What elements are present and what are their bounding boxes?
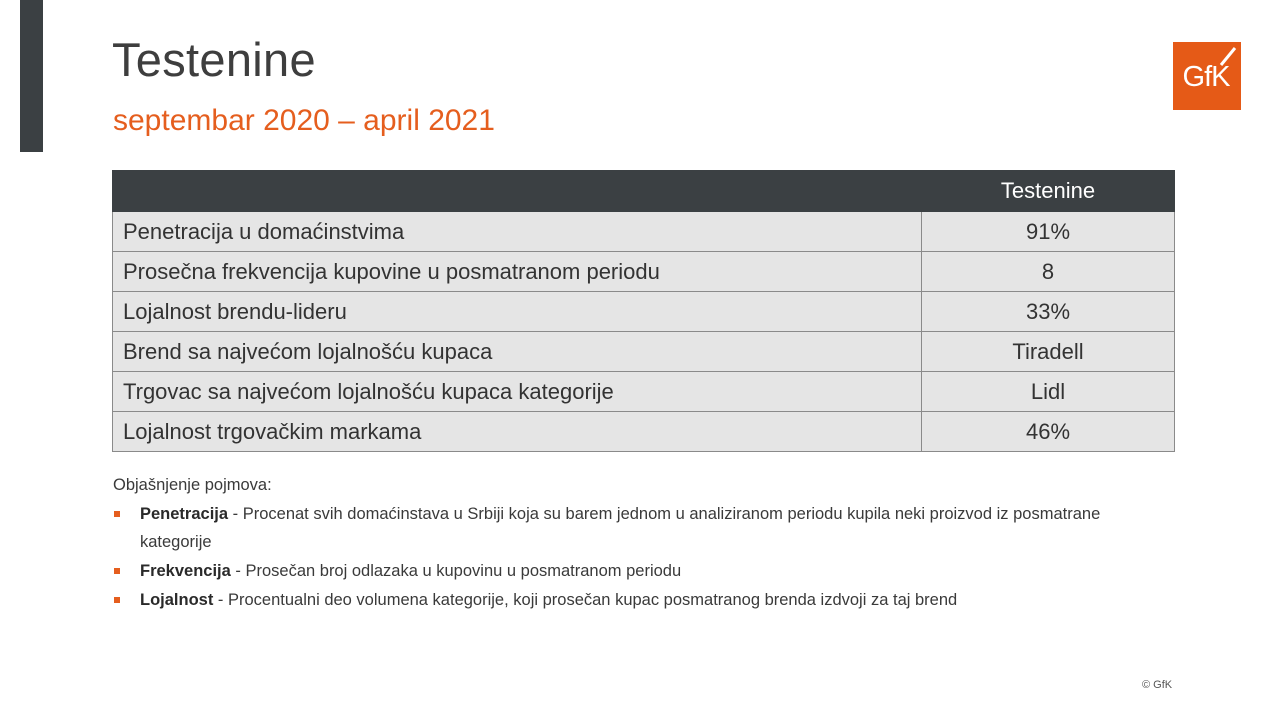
list-item [113, 586, 1133, 614]
row-label: Penetracija u domaćinstvima [113, 212, 922, 252]
metrics-table [112, 170, 1175, 452]
definitions-heading: Objašnjenje pojmova: [113, 476, 272, 494]
definition-term: Frekvencija [140, 562, 231, 580]
list-item [113, 557, 1133, 585]
row-value: 8 [922, 252, 1175, 292]
table-header-value: Testenine [922, 171, 1175, 212]
definition-text: - Procentualni deo volumena kategorije, koji prosečan kupac posmatranog brenda izdvoji za taj brend [213, 591, 958, 609]
row-label: Prosečna frekvencija kupovine u posmatranom periodu [113, 252, 922, 292]
definition-text: - Procenat svih domaćinstava u Srbiji koja su barem jednom u analiziranom periodu kupila neki proizvod iz posmatrane kategorije [140, 505, 1101, 551]
gfk-logo-mark [1173, 42, 1241, 110]
table-header-label [113, 171, 922, 212]
row-value: 33% [922, 292, 1175, 332]
definitions-section [113, 471, 1133, 615]
row-value: 46% [922, 412, 1175, 452]
table-row [113, 412, 1175, 452]
definition-text: - Prosečan broj odlazaka u kupovinu u posmatranom periodu [230, 562, 682, 580]
list-item [113, 500, 1133, 556]
row-value: Tiradell [922, 332, 1175, 372]
gfk-logo [1173, 42, 1241, 110]
page-subtitle: septembar 2020 – april 2021 [113, 104, 495, 137]
row-label: Trgovac sa najvećom lojalnošću kupaca kategorije [113, 372, 922, 412]
definitions-list [113, 500, 1133, 614]
row-value: 91% [922, 212, 1175, 252]
table-row [113, 212, 1175, 252]
row-label: Lojalnost trgovačkim markama [113, 412, 922, 452]
copyright-footer: © GfK [1142, 679, 1173, 691]
table-row [113, 372, 1175, 412]
definition-term: Penetracija [140, 505, 229, 523]
gfk-logo-text: GfK [1182, 61, 1230, 93]
table-row [113, 292, 1175, 332]
bullet-icon [114, 511, 120, 517]
definition-term: Lojalnost [140, 591, 214, 609]
table-row [113, 332, 1175, 372]
row-label: Brend sa najvećom lojalnošću kupaca [113, 332, 922, 372]
table-header-row [113, 171, 1175, 212]
bullet-icon [114, 597, 120, 603]
row-value: Lidl [922, 372, 1175, 412]
bullet-icon [114, 568, 120, 574]
page-title: Testenine [112, 33, 316, 86]
table-row [113, 252, 1175, 292]
accent-bar [20, 0, 43, 152]
row-label: Lojalnost brendu-lideru [113, 292, 922, 332]
